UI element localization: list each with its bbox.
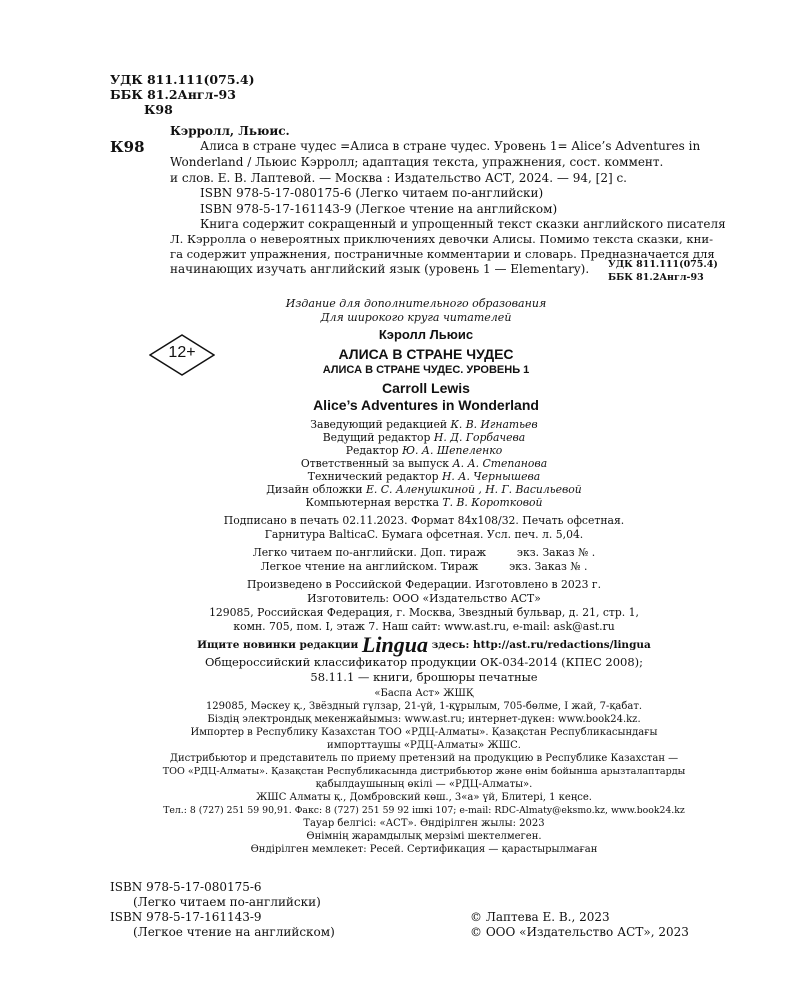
annotation-line-4: начинающих изучать английский язык (уровень 1 — Elementary). — [170, 262, 590, 276]
production-line: Произведено в Российской Федерации. Изготовлено в 2023 г. — [246, 578, 602, 591]
staff-row: Технический редактор Н. А. Чернышева — [307, 470, 541, 483]
kz-line: ЖШС Алматы қ., Домбровский көш., 3«а» үй, Блитері, 1 кеңсе. — [256, 792, 592, 803]
production-line: 129085, Российская Федерация, г. Москва, Звездный бульвар, д. 21, стр. 1, — [209, 606, 639, 619]
audience: Для широкого круга читателей — [320, 311, 512, 324]
udk-code: УДК 811.111(075.4) — [110, 72, 255, 87]
footer-isbn-2-series: (Легкое чтение на английском) — [133, 925, 335, 939]
lingua-line: Ищите новинки редакции Lingua здесь: http://ast.ru/redactions/lingua — [197, 632, 651, 657]
footer-isbn-1: ISBN 978-5-17-080175-6 — [110, 880, 262, 894]
copyright-author: © Лаптева Е. В., 2023 — [470, 910, 610, 924]
udk-small: УДК 811.111(075.4) — [608, 259, 718, 270]
print-info-line: Подписано в печать 02.11.2023. Формат 84х108/32. Печать офсетная. — [223, 514, 625, 527]
staff-row: Редактор Ю. А. Шепеленко — [345, 444, 503, 457]
footer-isbn-1-series: (Легко читаем по-английски) — [133, 895, 321, 909]
description-line-1: Алиса в стране чудес =Алиса в стране чудес. Уровень 1= Alice’s Adventures in — [200, 139, 701, 153]
print-run-line: Легко читаем по-английски. Доп. тираж экз. Заказ № . — [252, 546, 596, 559]
production-line: Изготовитель: ООО «Издательство АСТ» — [307, 592, 541, 605]
isbn-line-2: ISBN 978-5-17-161143-9 (Легкое чтение на английском) — [200, 202, 558, 216]
print-info-line: Гарнитура BalticaC. Бумага офсетная. Усл. печ. л. 5,04. — [264, 528, 584, 541]
production-line: комн. 705, пом. I, этаж 7. Наш сайт: www.ast.ru, e-mail: ask@ast.ru — [233, 620, 615, 633]
kz-line: Өнімнің жарамдылық мерзімі шектелмеген. — [306, 831, 542, 842]
staff-row: Компьютерная верстка Т. В. Коротковой — [305, 496, 543, 509]
kz-line: 129085, Мәскеу қ., Звёздный гүлзар, 21-үй, 1-құрылым, 705-бөлме, I жай, 7-қабат. — [205, 701, 643, 712]
bbk-small: ББК 81.2Англ-93 — [608, 272, 704, 283]
annotation-line-1: Книга содержит сокращенный и упрощенный текст сказки английского писателя — [200, 217, 726, 231]
author-mark-side: К98 — [110, 138, 145, 156]
isbn-line-1: ISBN 978-5-17-080175-6 (Легко читаем по-английски) — [200, 186, 544, 200]
staff-row: Заведующий редакцией К. В. Игнатьев — [310, 418, 538, 431]
staff-row: Дизайн обложки Е. С. Аленушкиной , Н. Г. Васильевой — [266, 483, 582, 496]
staff-row: Ответственный за выпуск А. А. Степанова — [300, 457, 548, 470]
kz-line: қабылдаушының өкілі — «РДЦ-Алматы». — [315, 779, 533, 790]
annotation-line-2: Л. Кэрролла о невероятных приключениях девочки Алисы. Помимо текста сказки, кни- — [170, 232, 713, 246]
print-run-line: Легкое чтение на английском. Тираж экз. Заказ № . — [260, 560, 588, 573]
title-ru: АЛИСА В СТРАНЕ ЧУДЕС — [338, 346, 514, 362]
kz-line: Тел.: 8 (727) 251 59 90,91. Факс: 8 (727) 251 59 92 ішкі 107; e-mail: RDC-Almaty@eksmo.kz, www.book24.kz — [163, 805, 685, 816]
description-line-3: и слов. Е. В. Лаптевой. — Москва : Издательство АСТ, 2024. — 94, [2] с. — [170, 171, 627, 185]
staff-row: Ведущий редактор Н. Д. Горбачева — [322, 431, 526, 444]
author-ru: Кэролл Льюис — [378, 327, 474, 342]
kz-line: ТОО «РДЦ-Алматы». Қазақстан Республикасында дистрибьютор және өнім бойынша арызталаптарды — [162, 766, 686, 777]
title-en: Alice’s Adventures in Wonderland — [313, 397, 539, 413]
author-heading: Кэрролл, Льюис. — [170, 124, 290, 138]
kz-line: «Баспа Аст» ЖШҚ — [374, 688, 474, 699]
description-line-2: Wonderland / Льюис Кэрролл; адаптация текста, упражнения, сост. коммент. — [170, 155, 664, 169]
copyright-publisher: © ООО «Издательство АСТ», 2023 — [470, 925, 689, 939]
author-mark-top: К98 — [144, 102, 173, 117]
annotation-line-3: га содержит упражнения, постраничные комментарии и словарь. Предназначается для — [170, 247, 715, 261]
kz-line: Тауар белгісі: «АСТ». Өндірілген жылы: 2023 — [303, 818, 545, 829]
subtitle-ru: АЛИСА В СТРАНЕ ЧУДЕС. УРОВЕНЬ 1 — [322, 364, 530, 376]
lingua-logo: Lingua — [361, 632, 428, 657]
kz-line: Импортер в Республику Казахстан ТОО «РДЦ-Алматы». Қазақстан Республикасындағы — [190, 727, 658, 738]
classifier-line: 58.11.1 — книги, брошюры печатные — [310, 670, 538, 684]
kz-line: Біздің электрондық мекенжайымыз: www.ast.ru; интернет-дүкен: www.book24.kz. — [207, 714, 641, 725]
kz-line: Дистрибьютор и представитель по приему претензий на продукцию в Республике Казахстан — — [169, 753, 679, 764]
edition-type: Издание для дополнительного образования — [285, 297, 547, 310]
age-rating-label: 12+ — [168, 344, 196, 361]
author-en: Carroll Lewis — [382, 380, 470, 396]
kz-line: импорттаушы «РДЦ-Алматы» ЖШС. — [327, 740, 521, 751]
kz-line: Өндірілген мемлекет: Ресей. Сертификация — қарастырылмаған — [250, 844, 598, 855]
classifier-line: Общероссийский классификатор продукции ОК-034-2014 (КПЕС 2008); — [204, 655, 644, 669]
footer-isbn-2: ISBN 978-5-17-161143-9 — [110, 910, 262, 924]
bbk-code: ББК 81.2Англ-93 — [110, 87, 236, 102]
